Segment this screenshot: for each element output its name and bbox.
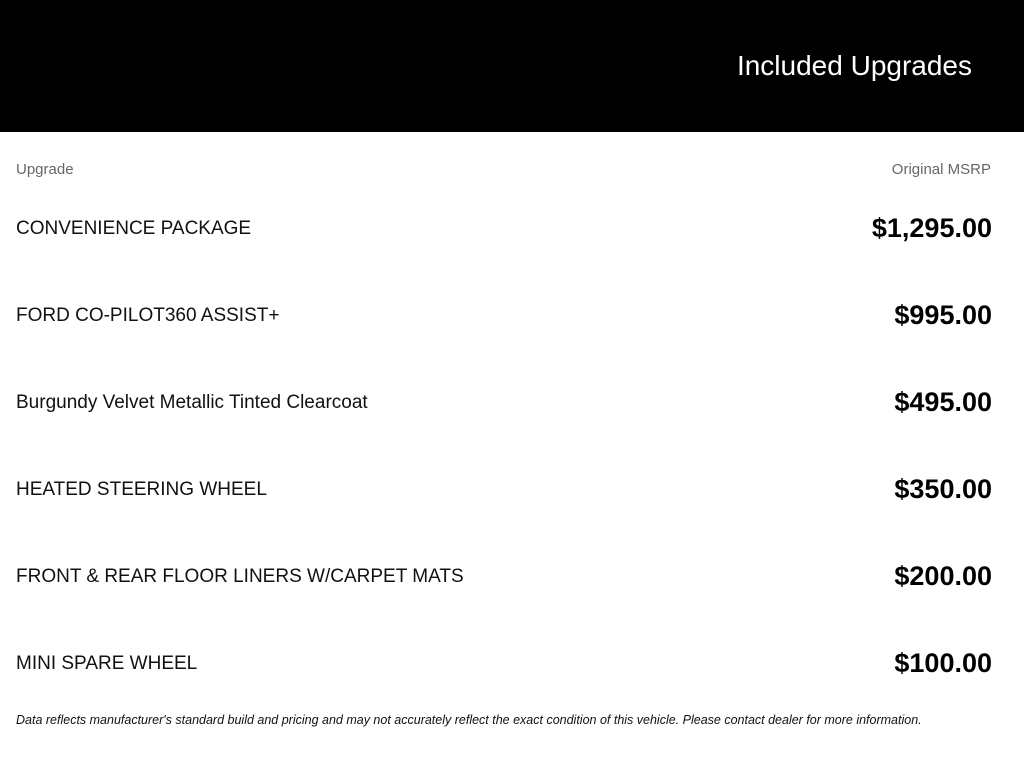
upgrade-name: CONVENIENCE PACKAGE	[16, 218, 252, 239]
upgrade-name: MINI SPARE WHEEL	[16, 653, 198, 674]
upgrade-price: $350.00	[894, 474, 992, 504]
table-row	[16, 208, 992, 248]
upgrade-name: Burgundy Velvet Metallic Tinted Clearcoat	[16, 392, 368, 413]
upgrade-name: FORD CO-PILOT360 ASSIST+	[16, 305, 280, 326]
table-row	[16, 382, 992, 422]
upgrade-price: $995.00	[894, 300, 992, 330]
table-row	[16, 556, 992, 596]
table-row	[16, 469, 992, 509]
upgrade-name: FRONT & REAR FLOOR LINERS W/CARPET MATS	[16, 566, 464, 587]
table-row	[16, 643, 992, 683]
upgrade-price: $495.00	[894, 387, 992, 417]
upgrade-price: $1,295.00	[871, 213, 992, 243]
header-banner	[0, 0, 1024, 132]
upgrade-price: $200.00	[894, 561, 992, 591]
table-row	[16, 295, 992, 335]
disclaimer-text: Data reflects manufacturer's standard build and pricing and may not accurately reflect the exact condition of this vehicle. Please contact dealer for more information.	[16, 713, 922, 727]
column-header-upgrade: Upgrade	[16, 161, 74, 178]
column-header-msrp: Original MSRP	[891, 161, 991, 178]
page-title: Included Upgrades	[736, 50, 972, 81]
upgrade-price: $100.00	[894, 648, 992, 678]
upgrade-name: HEATED STEERING WHEEL	[16, 479, 267, 500]
